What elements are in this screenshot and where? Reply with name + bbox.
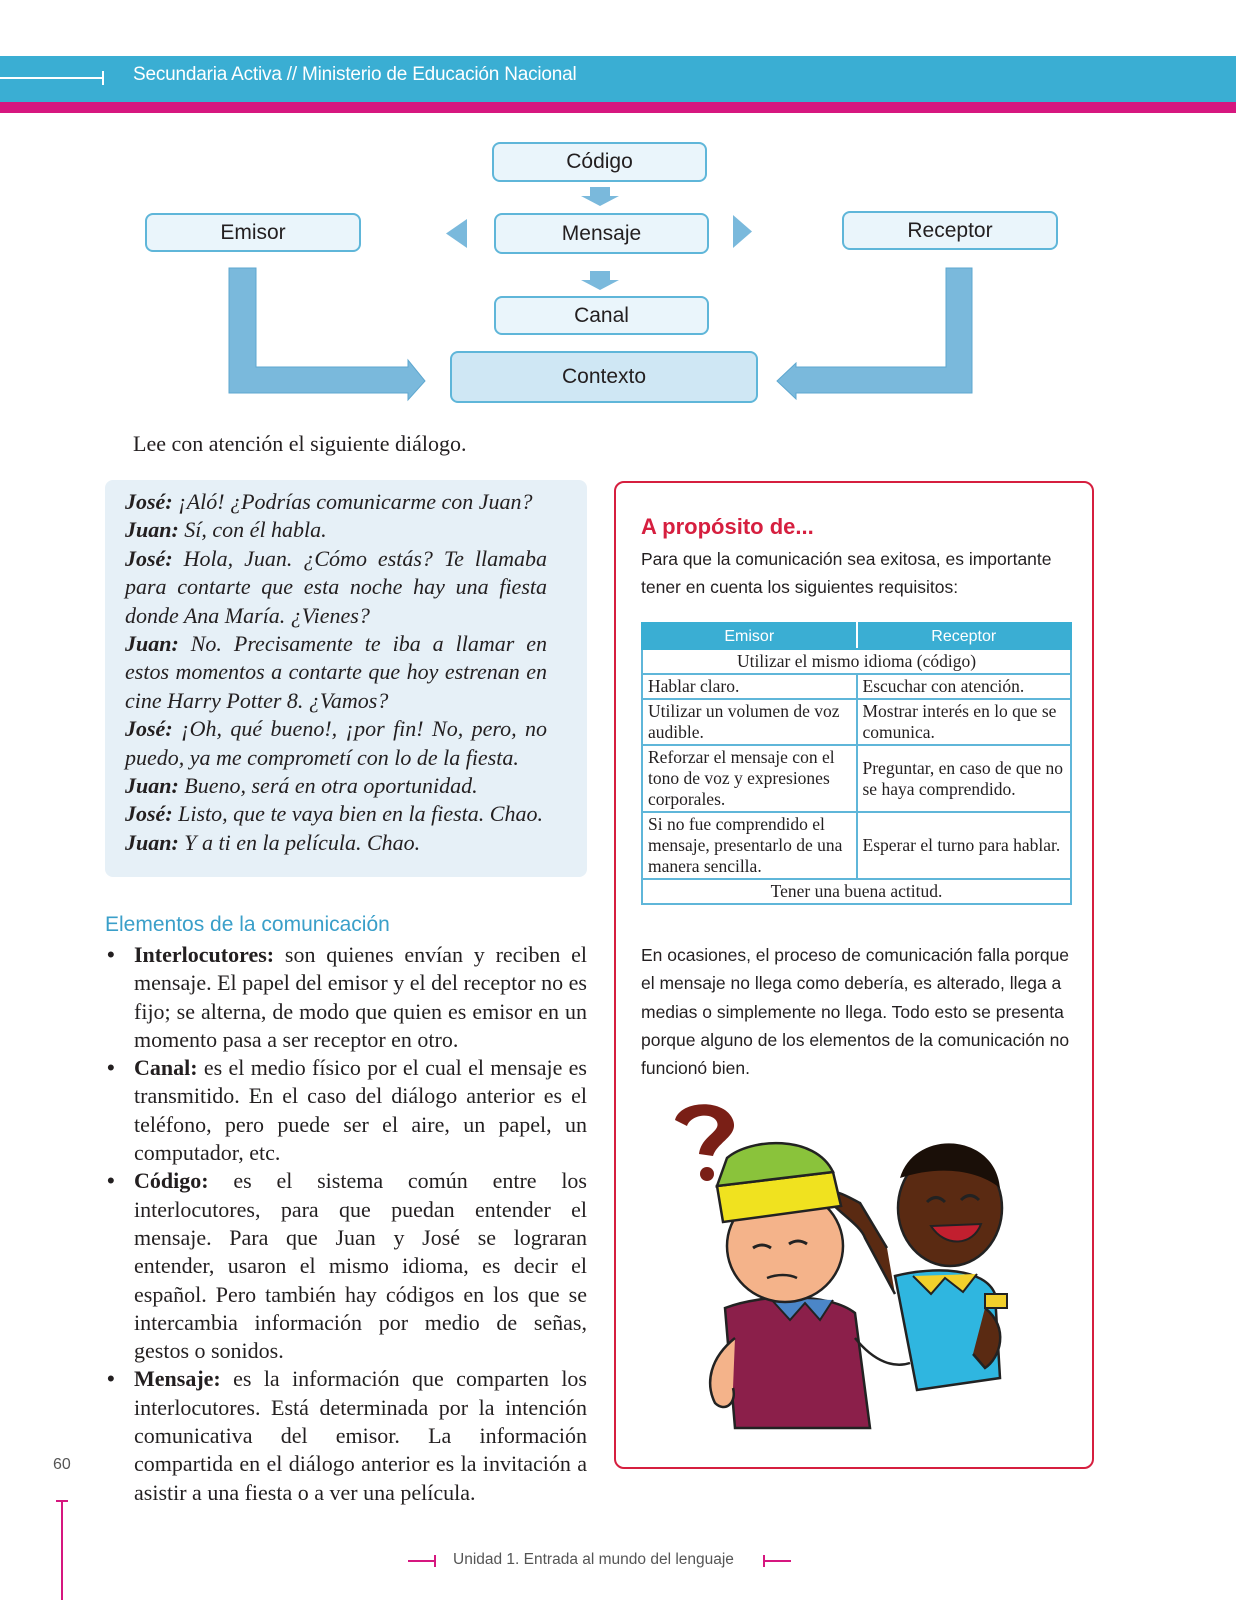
speaker: Juan:: [125, 631, 179, 657]
definition: es el sistema común entre los interlocutores, para que puedan entender el mensaje. Para que Juan y José se lograran entender, usaron el mismo idioma, es decir el español. Pero también hay códigos en los que se intercambia información por medio de señas, gestos o sonidos.: [134, 1168, 587, 1364]
side-line: [61, 1502, 63, 1600]
diagram-box-emisor: Emisor: [145, 213, 361, 252]
speaker: Juan:: [125, 517, 179, 543]
dialog-line: [125, 829, 547, 857]
dialog-line: [125, 772, 547, 800]
dialog-line-text: No. Precisamente te iba a llamar en estos momentos a contarte que hoy estrenan en cine Harry Potter 8. ¿Vamos?: [125, 631, 547, 713]
boy-left: [710, 1143, 910, 1428]
dialog-line: [125, 545, 547, 630]
dialog-line: [125, 488, 547, 516]
table-cell: Hablar claro.: [642, 674, 857, 699]
footer-tick-left: [434, 1555, 436, 1567]
column-header: Emisor: [642, 623, 857, 649]
diagram-box-contexto: Contexto: [450, 351, 758, 403]
arrow-emisor-contexto: [229, 268, 425, 400]
elements-list: [105, 941, 587, 1507]
intro-text: Lee con atención el siguiente diálogo.: [133, 431, 467, 456]
table-row: [642, 812, 1071, 879]
section-title: Elementos de la comunicación: [105, 913, 390, 936]
dialog-line-text: Listo, que te vaya bien en la fiesta. Chao.: [172, 801, 543, 827]
arrow-down-codigo: [581, 187, 619, 206]
dialog-line-text: Hola, Juan. ¿Cómo estás? Te llamaba para contarte que esta noche hay una fiesta donde Ana María. ¿Vienes?: [125, 545, 547, 628]
dialog-line-text: Sí, con él habla.: [178, 517, 327, 543]
table-cell: Reforzar el mensaje con el tono de voz y expresiones corporales.: [642, 745, 857, 812]
arrow-down-mensaje: [581, 271, 619, 290]
diagram-box-canal: Canal: [494, 296, 709, 335]
table-cell: Escuchar con atención.: [857, 674, 1072, 699]
list-item: [105, 1365, 587, 1506]
dialog-line-text: ¡Oh, qué bueno!, ¡por fin! No, pero, no puedo, ya me comprometí con lo de la fiesta.: [125, 716, 547, 770]
dialog-text: [125, 488, 547, 857]
dialog-line: [125, 516, 547, 544]
panel-note: En ocasiones, el proceso de comunicación falla porque el mensaje no llega como debería, es alterado, llega a medias o simplemente no llega. Todo esto se presenta porque alguno de los elementos de la comunicación no funcionó bien.: [641, 945, 1070, 1079]
table-row: [642, 649, 1071, 674]
list-item: [105, 941, 587, 1054]
dialog-line-text: ¡Aló! ¿Podrías comunicarme con Juan?: [172, 489, 533, 514]
table-cell: Tener una buena actitud.: [642, 879, 1071, 904]
table-header-row: [642, 623, 1071, 649]
footer-unit: Unidad 1.: [453, 1551, 520, 1568]
speaker: José:: [125, 545, 173, 571]
definition: es la información que comparten los interlocutores. Está determinada por la intención comunicativa del emisor. La información compartida en el diálogo anterior es la invitación a asistir a una fiesta o a ver una película.: [134, 1366, 587, 1505]
dialog-line: [125, 800, 547, 828]
bullet-icon: •: [107, 1055, 115, 1081]
table-cell: Mostrar interés en lo que se comunica.: [857, 699, 1072, 745]
table-cell: Utilizar el mismo idioma (código): [642, 649, 1071, 674]
footer-rule-right: [763, 1560, 791, 1562]
dialog-line-text: Bueno, será en otra oportunidad.: [178, 773, 478, 799]
bullet-icon: •: [107, 1366, 115, 1392]
diagram-box-codigo: Código: [492, 142, 707, 182]
footer-rule-left: [408, 1560, 436, 1562]
two-boys-illustration: [655, 1098, 1015, 1438]
diagram-box-receptor: Receptor: [842, 211, 1058, 250]
speaker: José:: [125, 489, 173, 514]
dialog-line: [125, 630, 547, 715]
bullet-icon: •: [107, 942, 115, 967]
dialog-line-text: Y a ti en la película. Chao.: [178, 829, 421, 855]
arrow-left-emisor: [446, 219, 467, 248]
table-row: [642, 879, 1071, 904]
footer-unit-title: Entrada al mundo del lenguaje: [519, 1551, 734, 1568]
list-item: [105, 1054, 587, 1167]
dialog-line: [125, 715, 547, 772]
speaker: Juan:: [125, 829, 179, 855]
table-cell: Esperar el turno para hablar.: [857, 812, 1072, 879]
footer-text: [453, 1551, 734, 1569]
speaker: José:: [125, 716, 173, 742]
table-row: [642, 699, 1071, 745]
definition: son quienes envían y reciben el mensaje. El papel del emisor y el del receptor no es fijo; se alterna, de modo que quien es emisor en un momento pasa a ser receptor en otro.: [134, 942, 587, 1052]
page-number: 60: [53, 1456, 71, 1473]
requirements-table: [641, 622, 1072, 905]
diagram-box-mensaje: Mensaje: [494, 213, 709, 254]
speaker: José:: [125, 801, 173, 827]
definition: es el medio físico por el cual el mensaje es transmitido. En el caso del diálogo anterior es el teléfono, pero puede ser el aire, un papel, un computador, etc.: [134, 1055, 587, 1166]
column-header: Receptor: [857, 623, 1072, 649]
table-row: [642, 745, 1071, 812]
panel-intro: Para que la comunicación sea exitosa, es importante tener en cuenta los siguientes requisitos:: [641, 549, 1052, 597]
term: Mensaje:: [134, 1366, 221, 1392]
panel-title: A propósito de...: [641, 514, 814, 539]
table-cell: Preguntar, en caso de que no se haya comprendido.: [857, 745, 1072, 812]
list-item: [105, 1167, 587, 1365]
table-cell: Si no fue comprendido el mensaje, presentarlo de una manera sencilla.: [642, 812, 857, 879]
table-row: [642, 674, 1071, 699]
arrow-receptor-contexto: [777, 268, 972, 399]
term: Interlocutores:: [134, 942, 275, 967]
table-cell: Utilizar un volumen de voz audible.: [642, 699, 857, 745]
arrow-right-receptor: [733, 215, 752, 248]
term: Canal:: [134, 1055, 198, 1081]
speaker: Juan:: [125, 773, 179, 799]
term: Código:: [134, 1168, 209, 1194]
bullet-icon: •: [107, 1168, 115, 1194]
header-title: Secundaria Activa // Ministerio de Educación Nacional: [133, 64, 577, 85]
